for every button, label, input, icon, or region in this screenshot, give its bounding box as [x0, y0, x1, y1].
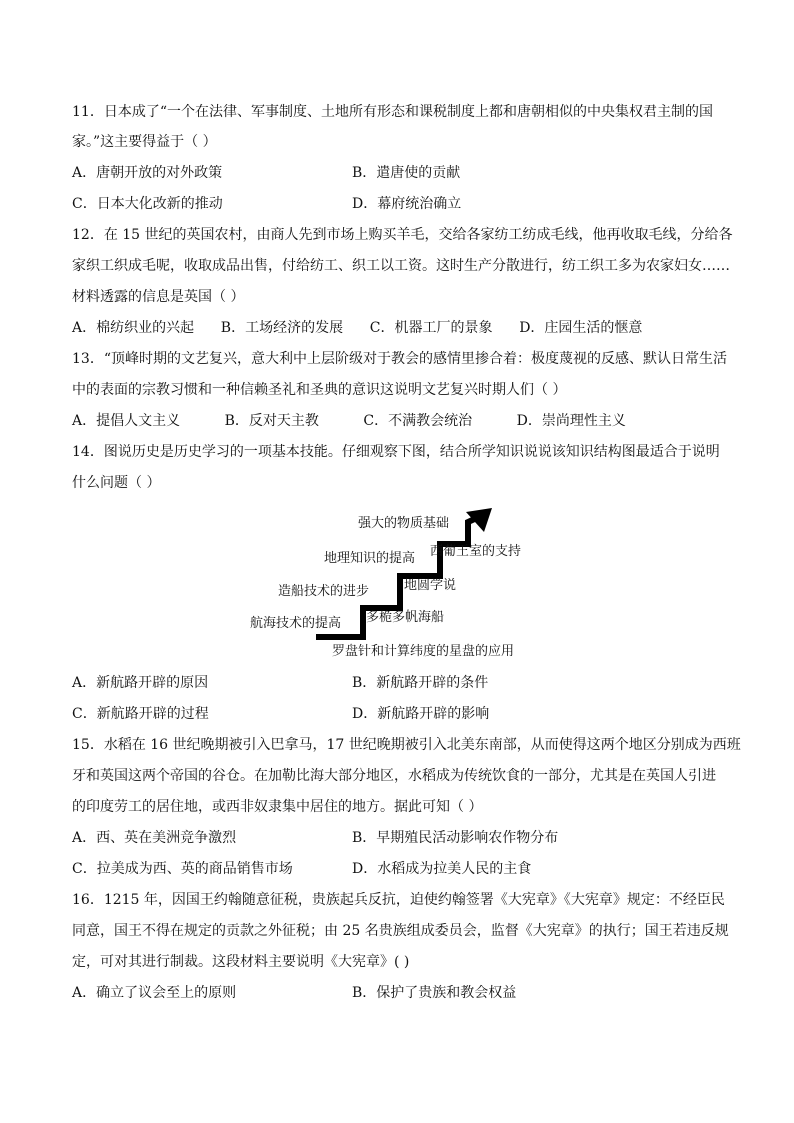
q14-option-c[interactable]: C．新航路开辟的过程 [72, 706, 209, 722]
q14-line-1: 14．图说历史是历史学习的一项基本技能。仔细观察下图，结合所学知识说说该知识结构图最适合于说明 [72, 444, 720, 460]
q11-line-1: 11．日本成了“一个在法律、军事制度、土地所有形态和课税制度上都和唐朝相似的中央集权君主制的国 [72, 104, 713, 120]
q15-option-a[interactable]: A．西、英在美洲竞争激烈 [72, 830, 237, 846]
q12-line-1: 12．在 15 世纪的英国农村，由商人先到市场上购买羊毛，交给各家纺工纺成毛线，他再收取毛线，分给各 [72, 227, 733, 243]
q15-line-2: 牙和英国这两个帝国的谷仓。在加勒比海大部分地区，水稻成为传统饮食的一部分，尤其是在英国人引进 [72, 768, 716, 784]
diagram-label-navigation: 航海技术的提高 [250, 616, 342, 631]
diagram-label-compass-astrolabe: 罗盘针和计算纬度的星盘的应用 [332, 644, 515, 659]
q16-option-b[interactable]: B．保护了贵族和教会权益 [352, 985, 517, 1001]
q12-line-3: 材料透露的信息是英国（ ） [72, 289, 245, 305]
q16-line-2: 同意，国王不得在规定的贡款之外征税；由 25 名贵族组成委员会，监督《大宪章》的执行；国王若违反规 [72, 923, 729, 939]
q11-option-a[interactable]: A．唐朝开放的对外政策 [72, 165, 223, 181]
q13-line-2: 中的表面的宗教习惯和一种信赖圣礼和圣典的意识这说明文艺复兴时期人们（ ） [72, 382, 567, 398]
q13-options[interactable]: A．提倡人文主义 B．反对天主教 C．不满教会统治 D．崇尚理性主义 [72, 413, 626, 429]
q11-option-c[interactable]: C．日本大化改新的推动 [72, 196, 223, 212]
staircase-diagram [240, 500, 540, 665]
q15-line-1: 15．水稻在 16 世纪晚期被引入巴拿马，17 世纪晚期被引入北美东南部，从而使得这两个地区分别成为西班 [72, 737, 741, 753]
q12-options[interactable]: A．棉纺织业的兴起 B．工场经济的发展 C．机器工厂的景象 D．庄园生活的惬意 [72, 320, 643, 336]
q14-option-d[interactable]: D．新航路开辟的影响 [352, 706, 490, 722]
q11-line-2: 家。”这主要得益于（ ） [72, 134, 217, 150]
q14-option-a[interactable]: A．新航路开辟的原因 [72, 675, 209, 691]
q11-option-b[interactable]: B．遣唐使的贡献 [352, 165, 461, 181]
diagram-label-shipbuilding: 造船技术的进步 [278, 584, 370, 599]
q16-line-1: 16．1215 年，因国王约翰随意征税，贵族起兵反抗，迫使约翰签署《大宪章》《大宪章》规定：不经臣民 [72, 892, 725, 908]
q15-option-c[interactable]: C．拉美成为西、英的商品销售市场 [72, 861, 293, 877]
q16-option-a[interactable]: A．确立了议会至上的原则 [72, 985, 237, 1001]
q16-line-3: 定，可对其进行制裁。这段材料主要说明《大宪章》( ) [72, 954, 410, 970]
q15-line-3: 的印度劳工的居住地，或西非奴隶集中居住的地方。据此可知（ ） [72, 799, 483, 815]
q15-option-b[interactable]: B．早期殖民活动影响农作物分布 [352, 830, 559, 846]
diagram-label-royal-support: 西葡王室的支持 [430, 544, 522, 559]
diagram-label-multi-mast-ships: 多桅多帆海船 [366, 610, 445, 625]
q14-line-2: 什么问题（ ） [72, 475, 161, 491]
diagram-label-round-earth: 地圆学说 [404, 578, 457, 593]
q13-line-1: 13．“顶峰时期的文艺复兴，意大利中上层阶级对于教会的感情里掺合着：极度蔑视的反感、默认日常生活 [72, 351, 727, 367]
q14-option-b[interactable]: B．新航路开辟的条件 [352, 675, 489, 691]
q12-line-2: 家织工织成毛呢，收取成品出售，付给纺工、织工以工资。这时生产分散进行，纺工织工多为农家妇女…… [72, 258, 730, 274]
diagram-label-material-base: 强大的物质基础 [358, 516, 450, 531]
q15-option-d[interactable]: D．水稻成为拉美人民的主食 [352, 861, 532, 877]
q11-option-d[interactable]: D．幕府统治确立 [352, 196, 462, 212]
diagram-label-geography: 地理知识的提高 [324, 551, 416, 566]
